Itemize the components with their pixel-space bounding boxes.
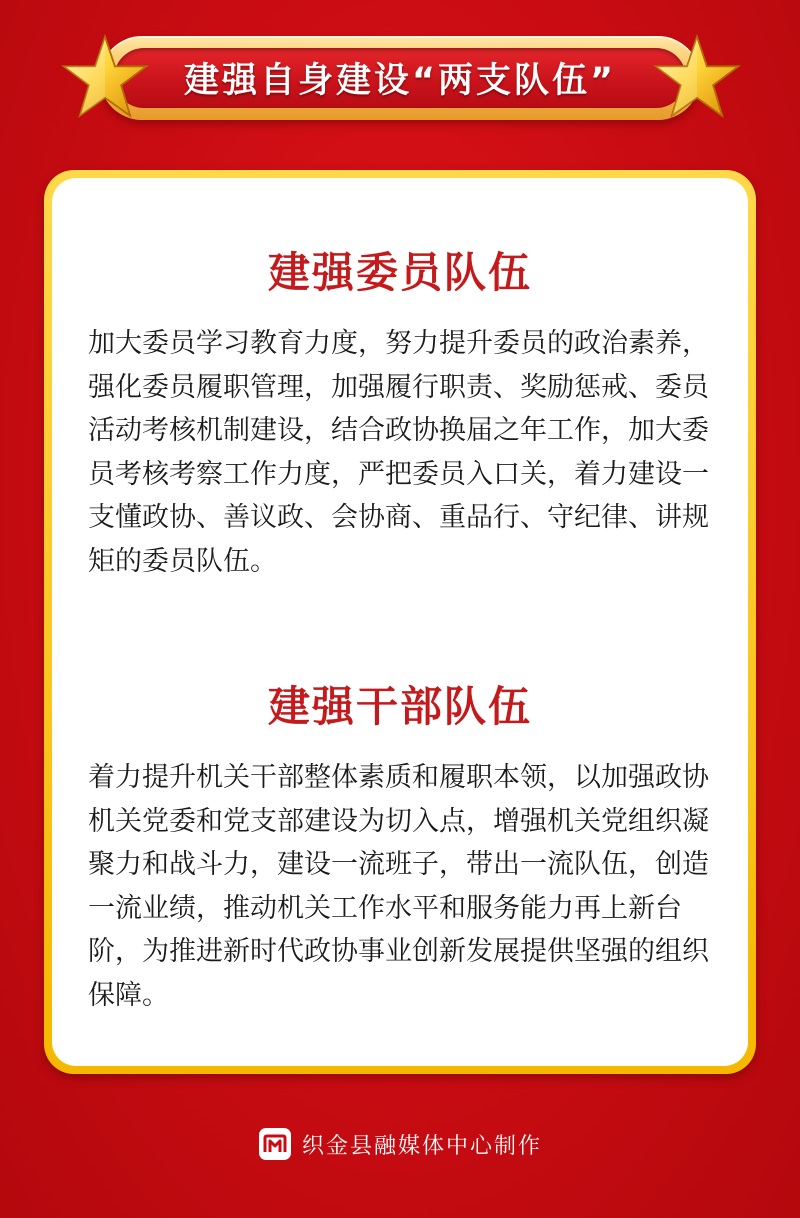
- section-title-committee-members: 建强委员队伍: [267, 248, 532, 297]
- star-icon: [652, 33, 742, 123]
- section-body-committee-members: 加大委员学习教育力度，努力提升委员的政治素养，强化委员履职管理，加强履行职责、奖励惩戒、委员活动考核机制建设，结合政协换届之年工作，加大委员考核考察工作力度，严把委员入口关，着力建设一支懂政协、善议政、会协商、重品行、守纪律、讲规矩的委员队伍。: [88, 328, 709, 577]
- banner-gold-frame: [100, 36, 700, 120]
- section-title-cadres: 建强干部队伍: [267, 682, 532, 731]
- page-title: 建强自身建设“两支队伍”: [183, 61, 616, 101]
- content-card-border: [44, 170, 756, 1074]
- footer-text: 织金县融媒体中心制作: [301, 1133, 542, 1159]
- footer-credit: [0, 1124, 800, 1164]
- banner-red-plate: [114, 48, 686, 108]
- star-icon: [60, 33, 150, 123]
- content-card: [52, 178, 748, 1066]
- header-banner: [100, 30, 700, 126]
- media-center-logo-icon: [258, 1127, 292, 1161]
- section-body-cadres: 着力提升机关干部整体素质和履职本领，以加强政协机关党委和党支部建设为切入点，增强机关党组织凝聚力和战斗力，建设一流班子，带出一流队伍，创造一流业绩，推动机关工作水平和服务能力再上新台阶，为推进新时代政协事业创新发展提供坚强的组织保障。: [88, 762, 709, 1011]
